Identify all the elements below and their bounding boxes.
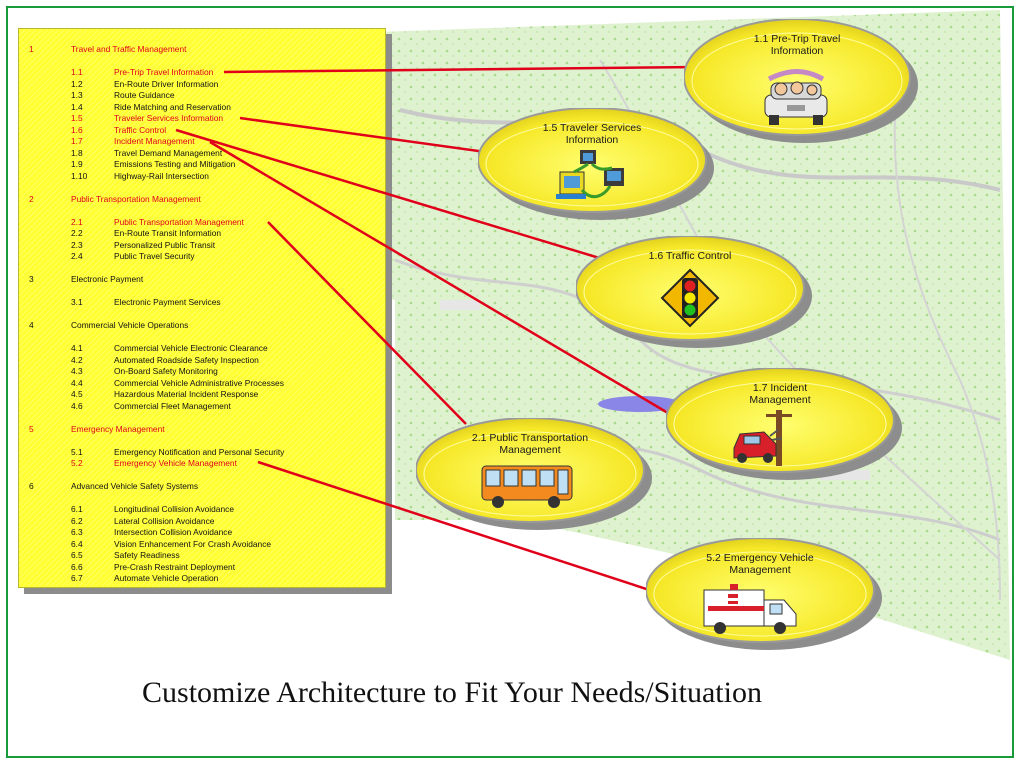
callout-incident	[666, 368, 908, 486]
callout-subtitle: Information	[770, 45, 824, 57]
connector-public-transport	[268, 222, 466, 424]
list-item-number: 4.4	[71, 377, 83, 388]
list-item-label: On-Board Safety Monitoring	[114, 366, 218, 376]
callout-title: 5.2 Emergency Vehicle	[706, 552, 814, 564]
callout-title: 1.5 Traveler Services	[542, 122, 642, 134]
list-item-number: 4.2	[71, 354, 83, 365]
slide-title: Customize Architecture to Fit Your Needs/Situation	[142, 676, 762, 709]
traffic-signal-icon	[660, 268, 720, 333]
callout-subtitle: Management	[749, 394, 811, 406]
callout-subtitle: Information	[565, 134, 619, 146]
list-item-number: 1.3	[71, 90, 83, 100]
callout-pre-trip	[684, 19, 924, 149]
list-item-label: Public Transportation Management	[71, 193, 201, 204]
list-item-label: Electronic Payment Services	[114, 297, 221, 307]
callout-public-transport	[416, 418, 658, 536]
list-item-label: Automate Vehicle Operation	[114, 573, 219, 583]
list-item-label: Public Travel Security	[114, 251, 195, 261]
list-item-label: Highway-Rail Intersection	[114, 170, 209, 181]
list-item-label: Lateral Collision Avoidance	[114, 515, 215, 526]
list-item-number: 6.6	[71, 561, 83, 572]
callout-title: 1.1 Pre-Trip Travel	[753, 33, 841, 45]
list-item-number: 6.3	[71, 527, 83, 537]
list-item-number: 1.9	[71, 159, 83, 169]
connector-pre-trip	[224, 67, 700, 72]
family-car-icon	[759, 69, 833, 134]
list-item-label: Commercial Fleet Management	[114, 400, 231, 411]
list-item-label: Traveler Services Information	[114, 113, 224, 123]
list-item-number: 6.4	[71, 538, 83, 549]
list-item-number: 1.5	[71, 113, 83, 123]
callout-title: 2.1 Public Transportation	[471, 432, 589, 444]
list-item-number: 6.7	[71, 573, 83, 583]
list-item-label: Longitudinal Collision Avoidance	[114, 504, 234, 514]
list-item-label: Pre-Trip Travel Information	[114, 67, 214, 77]
list-item-number: 5.1	[71, 446, 83, 457]
list-item-label: Commercial Vehicle Electronic Clearance	[114, 343, 268, 353]
list-item-label: Ride Matching and Reservation	[114, 101, 231, 112]
list-item-number: 3	[29, 274, 34, 284]
list-item-label: Emergency Vehicle Management	[114, 458, 237, 468]
callout-title: 1.6 Traffic Control	[648, 250, 732, 262]
list-item-number: 6.2	[71, 515, 83, 526]
list-item-number: 6.1	[71, 504, 83, 514]
list-item-label: Intersection Collision Avoidance	[114, 527, 233, 537]
list-item-label: En-Route Driver Information	[114, 78, 219, 89]
list-item-number: 1.4	[71, 101, 83, 112]
list-item-number: 1	[29, 44, 34, 54]
list-item-label: Route Guidance	[114, 90, 175, 100]
list-item-number: 2.3	[71, 239, 83, 250]
list-item-number: 4	[29, 320, 34, 330]
list-item-label: Pre-Crash Restraint Deployment	[114, 561, 236, 572]
list-item-number: 5	[29, 423, 34, 434]
callout-title: 1.7 Incident	[752, 382, 808, 394]
computers-icon	[552, 146, 632, 213]
list-item-number: 1.2	[71, 78, 83, 89]
list-item-number: 3.1	[71, 297, 83, 307]
list-item-label: Incident Management	[114, 136, 195, 146]
list-item-number: 4.3	[71, 366, 83, 376]
list-item-label: Personalized Public Transit	[114, 239, 216, 250]
list-item-label: Hazardous Material Incident Response	[114, 389, 259, 399]
list-item-number: 1.10	[71, 170, 88, 181]
list-item-number: 4.5	[71, 389, 83, 399]
bus-icon	[478, 460, 578, 515]
callout-subtitle: Management	[499, 444, 561, 456]
list-item-label: Emergency Notification and Personal Security	[114, 446, 285, 457]
list-item-label: Commercial Vehicle Administrative Processes	[114, 377, 284, 388]
ambulance-icon	[700, 582, 800, 643]
list-item-label: Travel Demand Management	[114, 147, 223, 158]
list-item-number: 2.1	[71, 216, 83, 227]
callout-subtitle: Management	[729, 564, 791, 576]
list-item-label: Emissions Testing and Mitigation	[114, 159, 236, 169]
list-item-number: 1.6	[71, 124, 83, 135]
list-item-label: Automated Roadside Safety Inspection	[114, 354, 259, 365]
list-item-number: 4.6	[71, 400, 83, 411]
list-item-number: 1.8	[71, 147, 83, 158]
callout-emergency-vehicle	[646, 538, 888, 656]
list-item-number: 4.1	[71, 343, 83, 353]
list-item-number: 2	[29, 193, 34, 204]
list-item-number: 6	[29, 481, 34, 491]
callout-traveler-services	[478, 108, 720, 226]
callout-traffic-control	[576, 236, 818, 354]
list-item-number: 6.5	[71, 550, 83, 560]
list-item-label: Emergency Management	[71, 423, 165, 434]
list-item-label: Vision Enhancement For Crash Avoidance	[114, 538, 272, 549]
list-item-label: Electronic Payment	[71, 274, 144, 284]
list-item-label: En-Route Transit Information	[114, 228, 222, 238]
list-item-number: 1.1	[71, 67, 83, 77]
list-item-number: 1.7	[71, 136, 83, 146]
car-crash-icon	[730, 408, 800, 473]
list-item-number: 2.4	[71, 251, 83, 261]
list-item-number: 2.2	[71, 228, 83, 238]
list-item-label: Travel and Traffic Management	[71, 44, 187, 54]
list-item-label: Traffic Control	[114, 124, 167, 135]
list-item-number: 5.2	[71, 458, 83, 468]
list-item-label: Public Transportation Management	[114, 216, 244, 227]
list-item-label: Advanced Vehicle Safety Systems	[71, 481, 199, 491]
list-item-label: Commercial Vehicle Operations	[71, 320, 189, 330]
list-item-label: Safety Readiness	[114, 550, 180, 560]
